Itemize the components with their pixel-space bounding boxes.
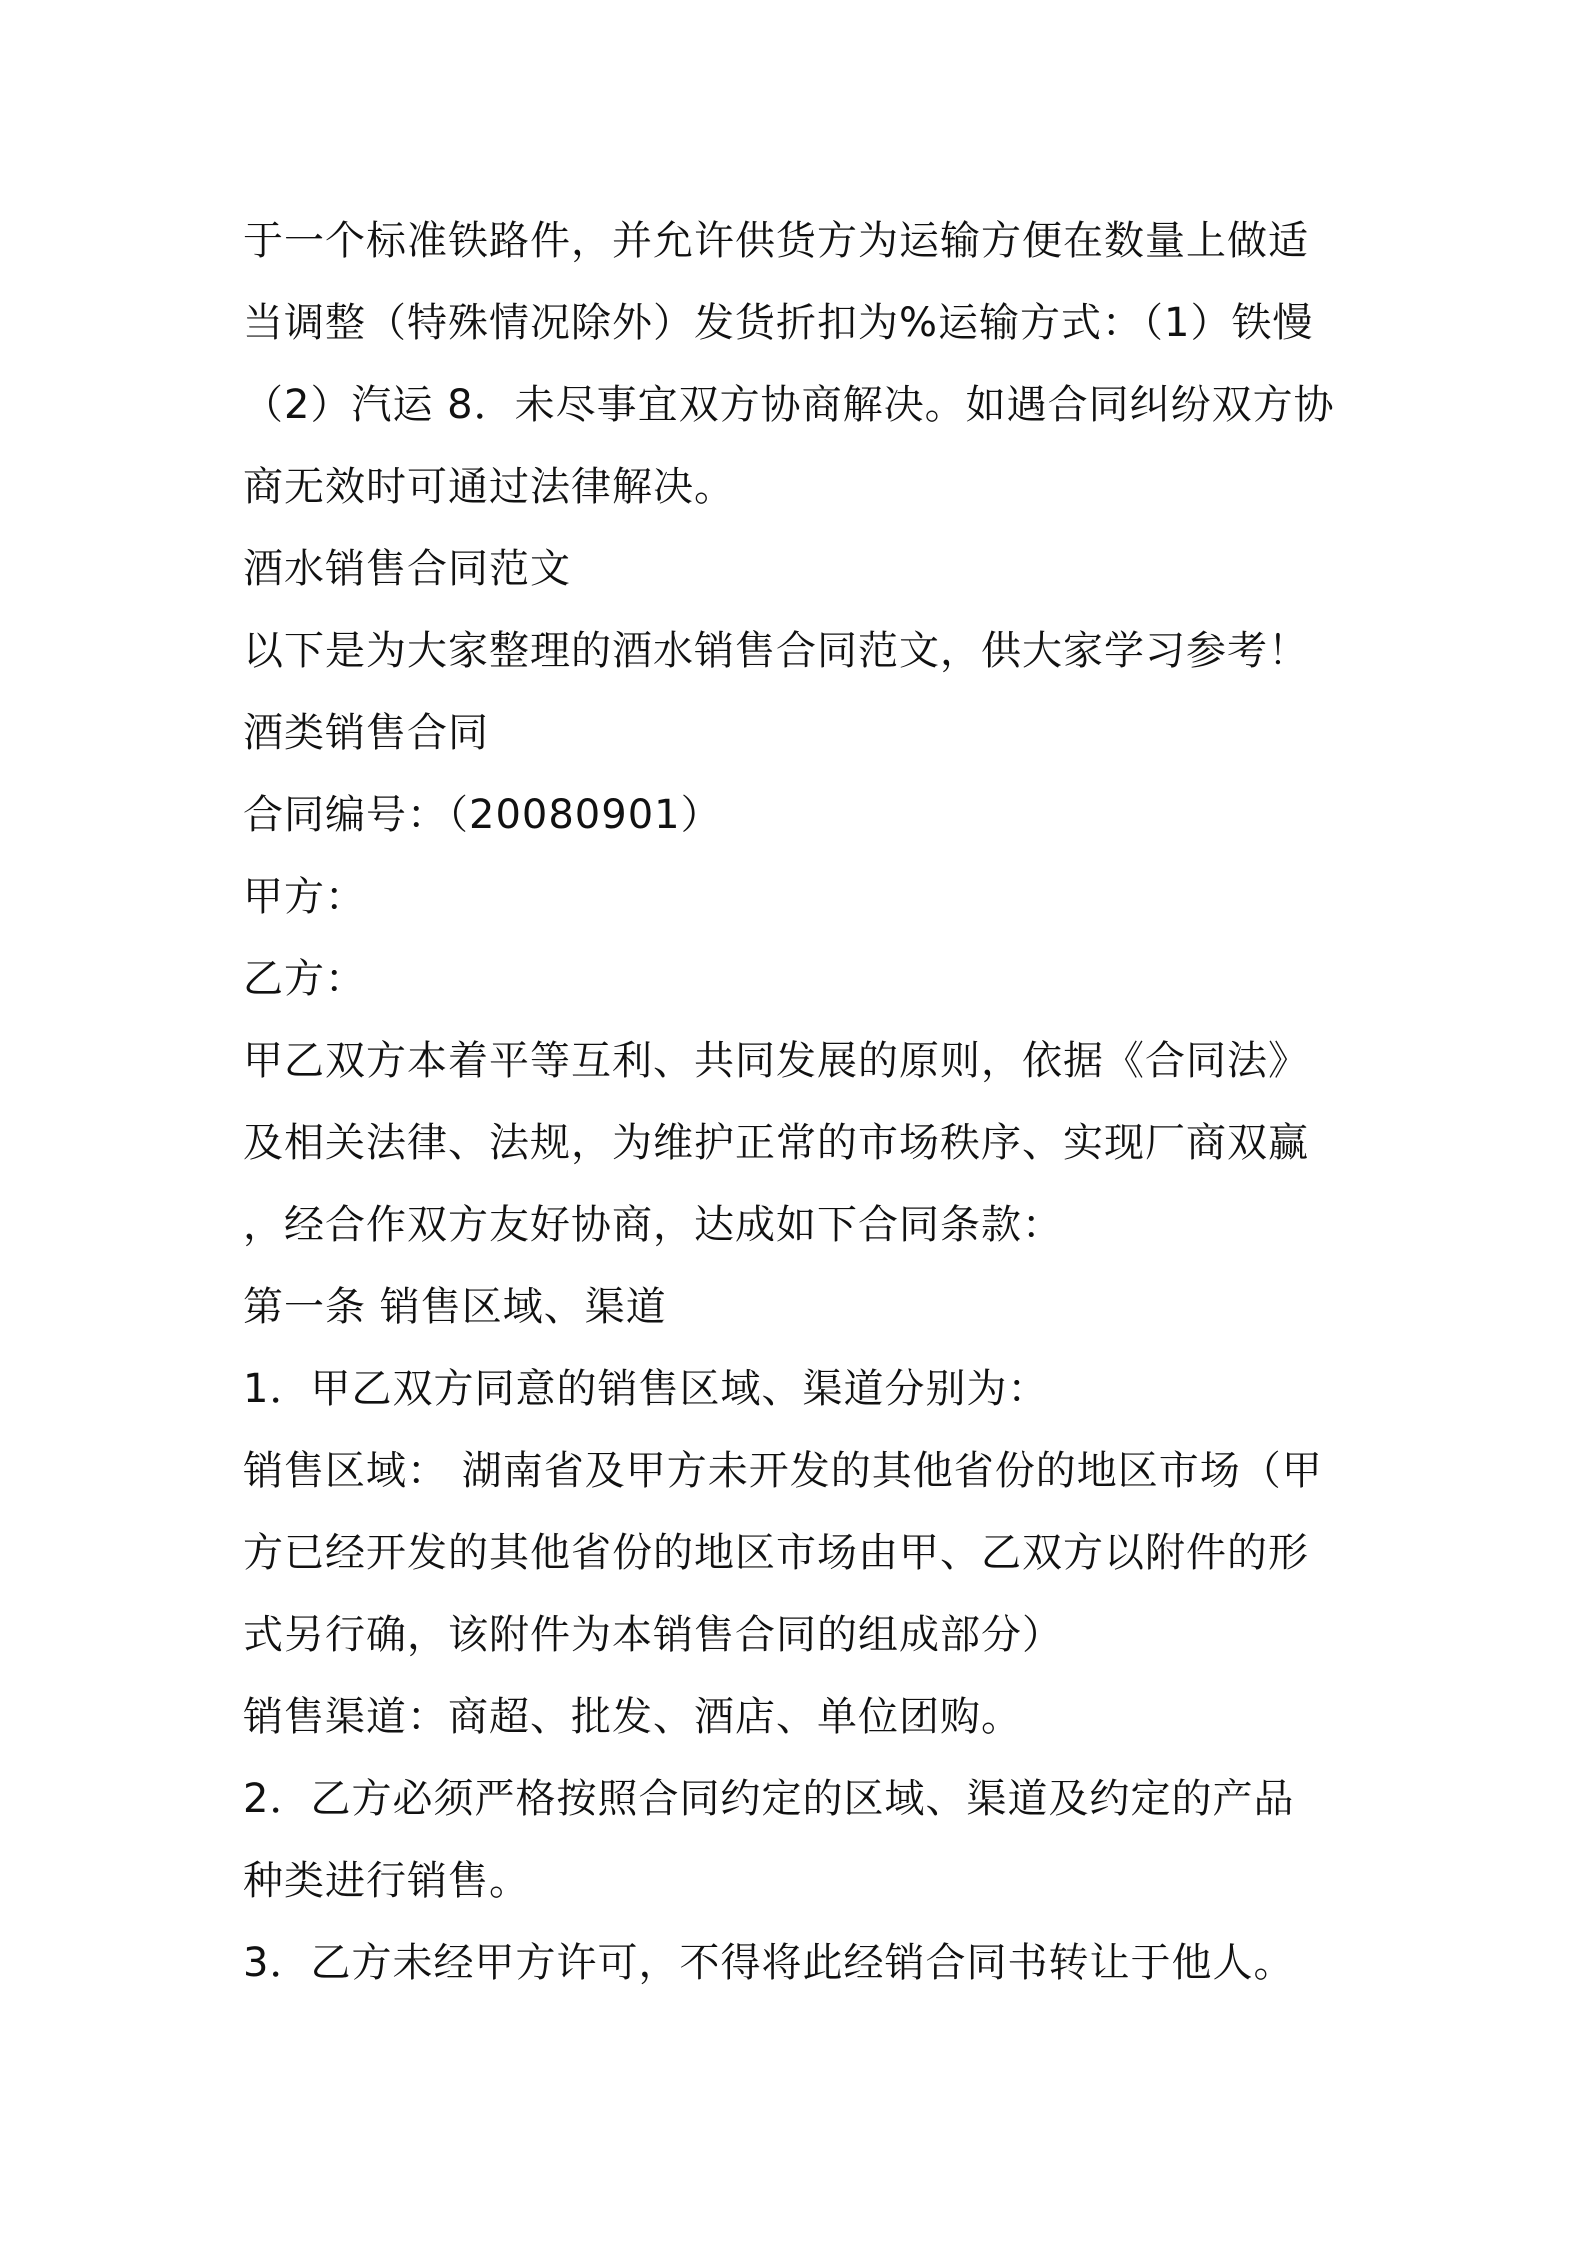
document-body bbox=[243, 200, 1363, 2004]
clause-item: 3．乙方未经甲方许可，不得将此经销合同书转让于他人。 bbox=[243, 1940, 1295, 1986]
paragraph-line: 方已经开发的其他省份的地区市场由甲、乙双方以附件的形 bbox=[243, 1530, 1309, 1576]
paragraph-line: 当调整（特殊情况除外）发货折扣为%运输方式：（1）铁慢 bbox=[243, 300, 1314, 346]
party-a: 甲方： bbox=[243, 874, 366, 920]
clause-item: 2．乙方必须严格按照合同约定的区域、渠道及约定的产品 bbox=[243, 1776, 1295, 1822]
contract-number: 合同编号：（20080901） bbox=[243, 792, 722, 838]
intro-line: 以下是为大家整理的酒水销售合同范文，供大家学习参考！ bbox=[243, 628, 1309, 674]
contract-title: 酒类销售合同 bbox=[243, 710, 489, 756]
paragraph-line: 商无效时可通过法律解决。 bbox=[243, 464, 735, 510]
paragraph-line: ，经合作双方友好协商，达成如下合同条款： bbox=[243, 1202, 1063, 1248]
paragraph-line: 销售区域： 湖南省及甲方未开发的其他省份的地区市场（甲 bbox=[243, 1448, 1323, 1494]
clause-item: 1．甲乙双方同意的销售区域、渠道分别为： bbox=[243, 1366, 1049, 1412]
document-title: 酒水销售合同范文 bbox=[243, 546, 571, 592]
paragraph-line: 式另行确，该附件为本销售合同的组成部分） bbox=[243, 1612, 1063, 1658]
paragraph-line: 于一个标准铁路件，并允许供货方为运输方便在数量上做适 bbox=[243, 218, 1309, 264]
paragraph-line: 种类进行销售。 bbox=[243, 1858, 530, 1904]
party-b: 乙方： bbox=[243, 956, 366, 1002]
paragraph-line: 销售渠道：商超、批发、酒店、单位团购。 bbox=[243, 1694, 1022, 1740]
paragraph-line: 及相关法律、法规，为维护正常的市场秩序、实现厂商双赢 bbox=[243, 1120, 1309, 1166]
article-heading: 第一条 销售区域、渠道 bbox=[243, 1284, 667, 1330]
paragraph-line: 甲乙双方本着平等互利、共同发展的原则，依据《合同法》 bbox=[243, 1038, 1309, 1084]
paragraph-line: （2）汽运 8．未尽事宜双方协商解决。如遇合同纠纷双方协 bbox=[243, 382, 1335, 428]
